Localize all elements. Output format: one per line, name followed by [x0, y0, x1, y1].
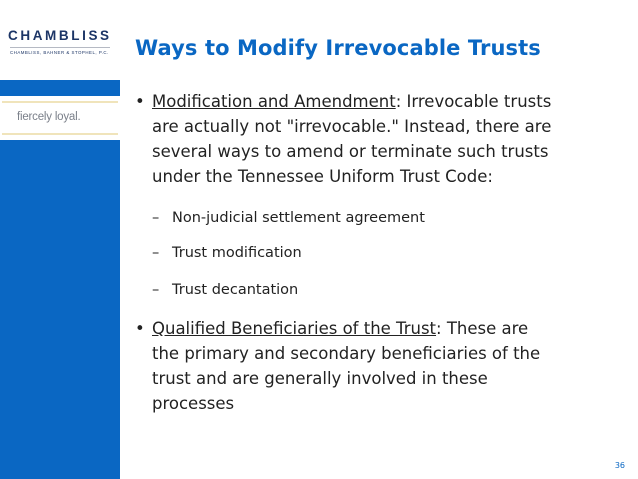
- bullet-heading: Qualified Beneficiaries of the Trust: [152, 319, 437, 338]
- page-number: 36: [614, 461, 625, 470]
- sidebar-band-top: [0, 80, 120, 96]
- logo-divider: [10, 47, 110, 48]
- logo-wordmark: CHAMBLISS: [8, 28, 112, 43]
- sub-item-settlement: [152, 208, 622, 228]
- bullet-line-text: : Irrevocable trusts: [395, 92, 552, 111]
- sub-item-label: Non-judicial settlement agreement: [172, 210, 425, 226]
- firm-logo: [0, 0, 120, 80]
- bullet-heading: Modification and Amendment: [152, 92, 396, 111]
- bullet-line: trust and are generally involved in these: [152, 369, 488, 388]
- bullet-line: [152, 316, 630, 341]
- bullet-dot-icon: •: [135, 92, 145, 111]
- logo-firm-name: CHAMBLISS, BAHNER & STOPHEL, P.C.: [10, 50, 109, 55]
- bullet-line: [152, 89, 630, 114]
- dash-icon: –: [152, 245, 160, 261]
- sub-item-label: Trust modification: [172, 245, 302, 261]
- slide-title: Ways to Modify Irrevocable Trusts: [135, 36, 541, 60]
- bullet-line: processes: [152, 394, 235, 413]
- sub-item-modification: [152, 243, 622, 263]
- sidebar-panel: [0, 150, 120, 479]
- bullet-line: several ways to amend or terminate such trusts: [152, 142, 549, 161]
- bullet-line: are actually not "irrevocable." Instead, there are: [152, 117, 552, 136]
- sub-item-decantation: [152, 280, 622, 300]
- bullet-line-text: : These are: [436, 319, 529, 338]
- tagline: fiercely loyal.: [17, 111, 81, 123]
- bullet-text: [152, 316, 630, 416]
- tagline-box: [0, 96, 120, 140]
- sub-item-label: Trust decantation: [172, 282, 299, 298]
- sidebar-band-mid: [0, 140, 120, 150]
- bullet-dot-icon: •: [135, 319, 145, 338]
- sidebar: [0, 0, 120, 479]
- bullet-text: [152, 89, 630, 189]
- bullet-line: under the Tennessee Uniform Trust Code:: [152, 167, 493, 186]
- bullet-line: the primary and secondary beneficiaries of the: [152, 344, 541, 363]
- dash-icon: –: [152, 210, 160, 226]
- dash-icon: –: [152, 282, 160, 298]
